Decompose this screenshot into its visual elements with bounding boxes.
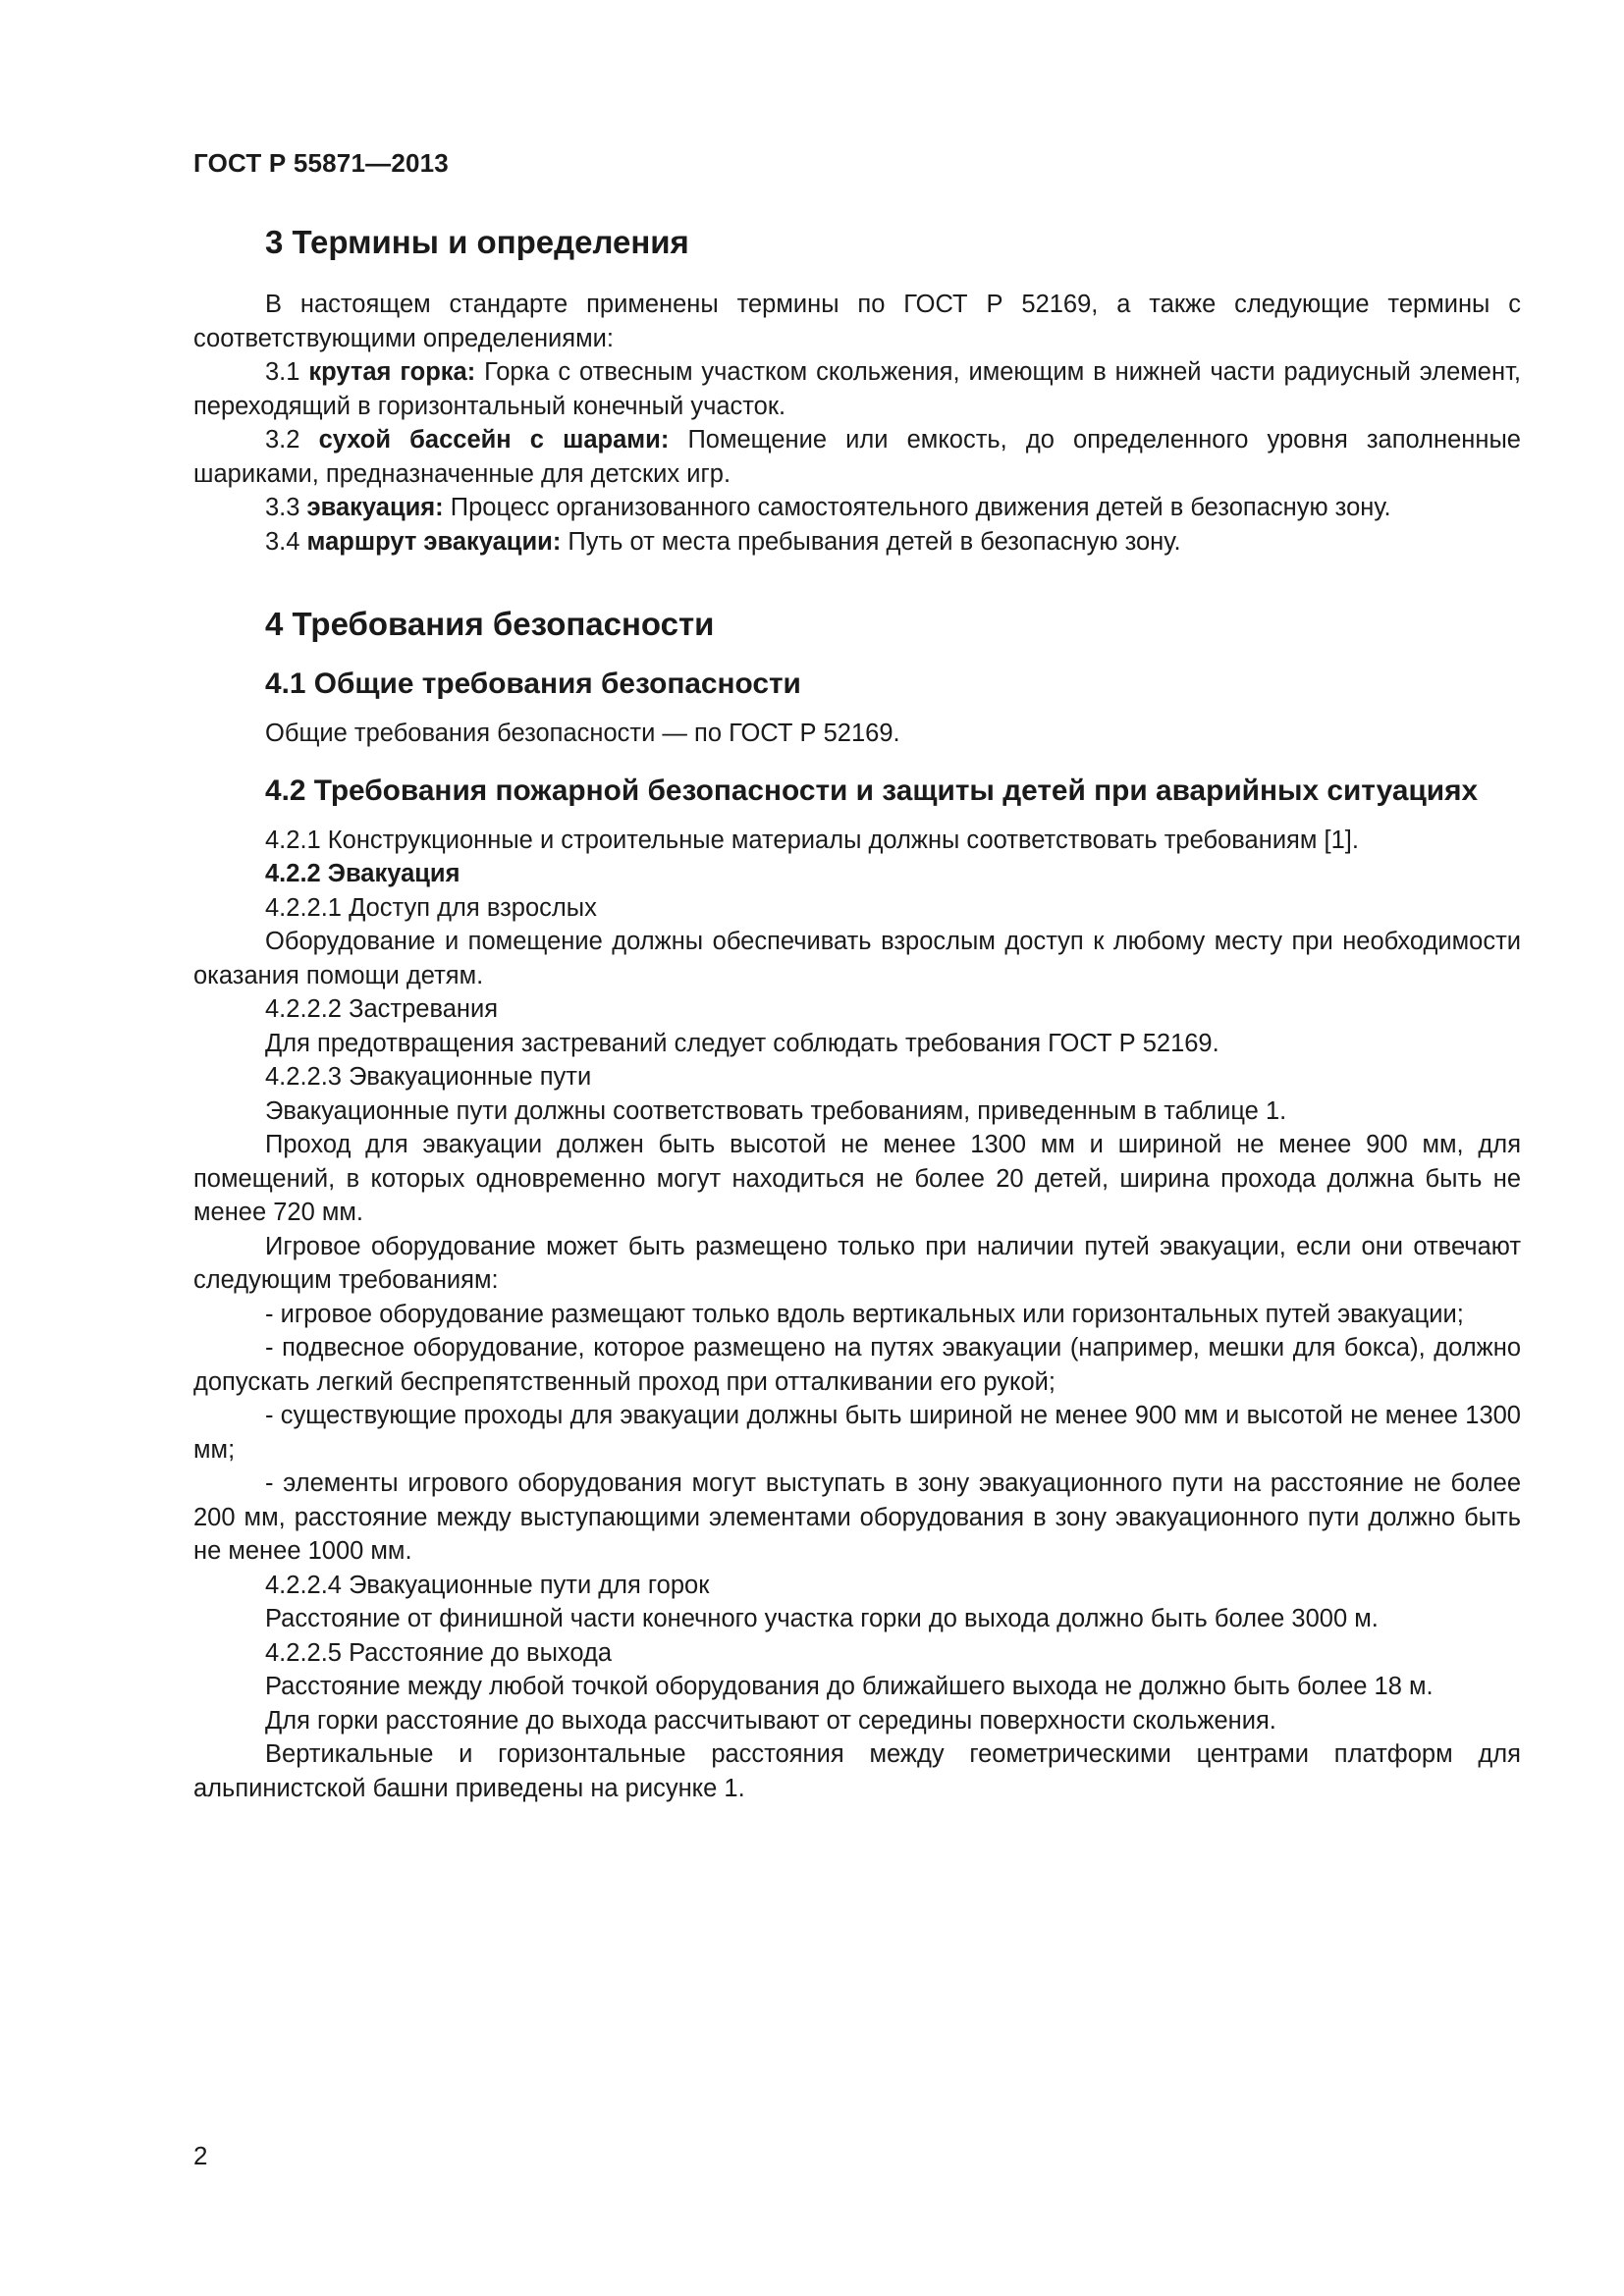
- paragraph-4-2-2-1: Оборудование и помещение должны обеспечивать взрослым доступ к любому месту при необходимости оказания помощи детям.: [193, 928, 1521, 989]
- term-definition: Помещение или емкость, до определенного уровня заполненные шариками, предназначенные для детских игр.: [193, 426, 1521, 488]
- list-item: - игровое оборудование размещают только вдоль вертикальных или горизонтальных путей эвакуации;: [265, 1300, 1464, 1328]
- term-3-4: [193, 525, 1521, 560]
- heading-4-2-2-4: 4.2.2.4 Эвакуационные пути для горок: [265, 1571, 710, 1599]
- heading-4-2-2: 4.2.2 Эвакуация: [265, 860, 460, 887]
- term-definition: Процесс организованного самостоятельного движения детей в безопасную зону.: [450, 494, 1391, 521]
- term-3-2: [193, 423, 1521, 491]
- paragraph-4-2-2-2: Для предотвращения застреваний следует соблюдать требования ГОСТ Р 52169.: [265, 1029, 1219, 1057]
- term-3-1: [193, 355, 1521, 423]
- paragraph-4-2-2-5b: Для горки расстояние до выхода рассчитывают от середины поверхности скольжения.: [265, 1706, 1276, 1735]
- term-number: 3.3: [265, 494, 300, 521]
- subsection-4-2-title: 4.2 Требования пожарной безопасности и защиты детей при аварийных ситуациях: [265, 774, 1479, 807]
- paragraph-4-2-1: 4.2.1 Конструкционные и строительные материалы должны соответствовать требованиям [1].: [265, 826, 1359, 854]
- section-3-title: 3 Термины и определения: [265, 224, 689, 260]
- heading-4-2-2-1: 4.2.2.1 Доступ для взрослых: [265, 893, 597, 922]
- heading-4-2-2-2: 4.2.2.2 Застревания: [265, 995, 499, 1023]
- heading-4-2-2-3: 4.2.2.3 Эвакуационные пути: [265, 1063, 592, 1091]
- document-header-id: ГОСТ Р 55871—2013: [193, 148, 449, 178]
- subsection-4-1-text: Общие требования безопасности — по ГОСТ Р 52169.: [265, 719, 900, 747]
- list-item: - подвесное оборудование, которое размещено на путях эвакуации (например, мешки для бокса), должно допускать легкий беспрепятственный проход при отталкивании его рукой;: [193, 1334, 1521, 1396]
- paragraph-4-2-2-4: Расстояние от финишной части конечного участка горки до выхода должно быть более 3000 м.: [265, 1605, 1379, 1632]
- term-name: эвакуация:: [306, 494, 444, 521]
- list-item: - элементы игрового оборудования могут выступать в зону эвакуационного пути на расстояние не более 200 мм, расстояние между выступающими элементами оборудования в зону эвакуационного пути должно быть не менее 1000 мм.: [193, 1469, 1521, 1565]
- section-3-intro: В настоящем стандарте применены термины по ГОСТ Р 52169, а также следующие термины с соответствующими определениями:: [193, 291, 1521, 352]
- term-definition: Путь от места пребывания детей в безопасную зону.: [568, 527, 1181, 556]
- heading-4-2-2-5: 4.2.2.5 Расстояние до выхода: [265, 1638, 613, 1667]
- list-item: - существующие проходы для эвакуации должны быть шириной не менее 900 мм и высотой не менее 1300 мм;: [193, 1402, 1521, 1464]
- document-body: [193, 221, 1521, 1805]
- term-3-3: [193, 491, 1521, 525]
- term-name: сухой бассейн с шарами:: [318, 426, 670, 454]
- paragraph-4-2-2-5c: Вертикальные и горизонтальные расстояния между геометрическими центрами платформ для альпинистской башни приведены на рисунке 1.: [193, 1740, 1521, 1802]
- term-number: 3.1: [265, 358, 300, 386]
- page-number: 2: [193, 2141, 208, 2170]
- term-name: маршрут эвакуации:: [306, 527, 562, 556]
- paragraph-4-2-2-3a: Эвакуационные пути должны соответствовать требованиям, приведенным в таблице 1.: [265, 1096, 1287, 1125]
- paragraph-4-2-2-3b: Проход для эвакуации должен быть высотой не менее 1300 мм и шириной не менее 900 мм, для помещений, в которых одновременно могут находиться не более 20 детей, ширина прохода должна быть не менее 720 мм.: [193, 1131, 1521, 1226]
- term-definition: Горка с отвесным участком скольжения, имеющим в нижней части радиусный элемент, переходящий в горизонтальный конечный участок.: [193, 358, 1522, 420]
- term-number: 3.4: [265, 527, 300, 556]
- paragraph-4-2-2-3c: Игровое оборудование может быть размещено только при наличии путей эвакуации, если они отвечают следующим требованиям:: [193, 1232, 1521, 1294]
- section-4-title: 4 Требования безопасности: [265, 606, 715, 642]
- term-number: 3.2: [265, 426, 300, 454]
- term-name: крутая горка:: [308, 358, 476, 386]
- subsection-4-1-title: 4.1 Общие требования безопасности: [265, 667, 801, 700]
- paragraph-4-2-2-5a: Расстояние между любой точкой оборудования до ближайшего выхода не должно быть более 18 м.: [265, 1673, 1434, 1700]
